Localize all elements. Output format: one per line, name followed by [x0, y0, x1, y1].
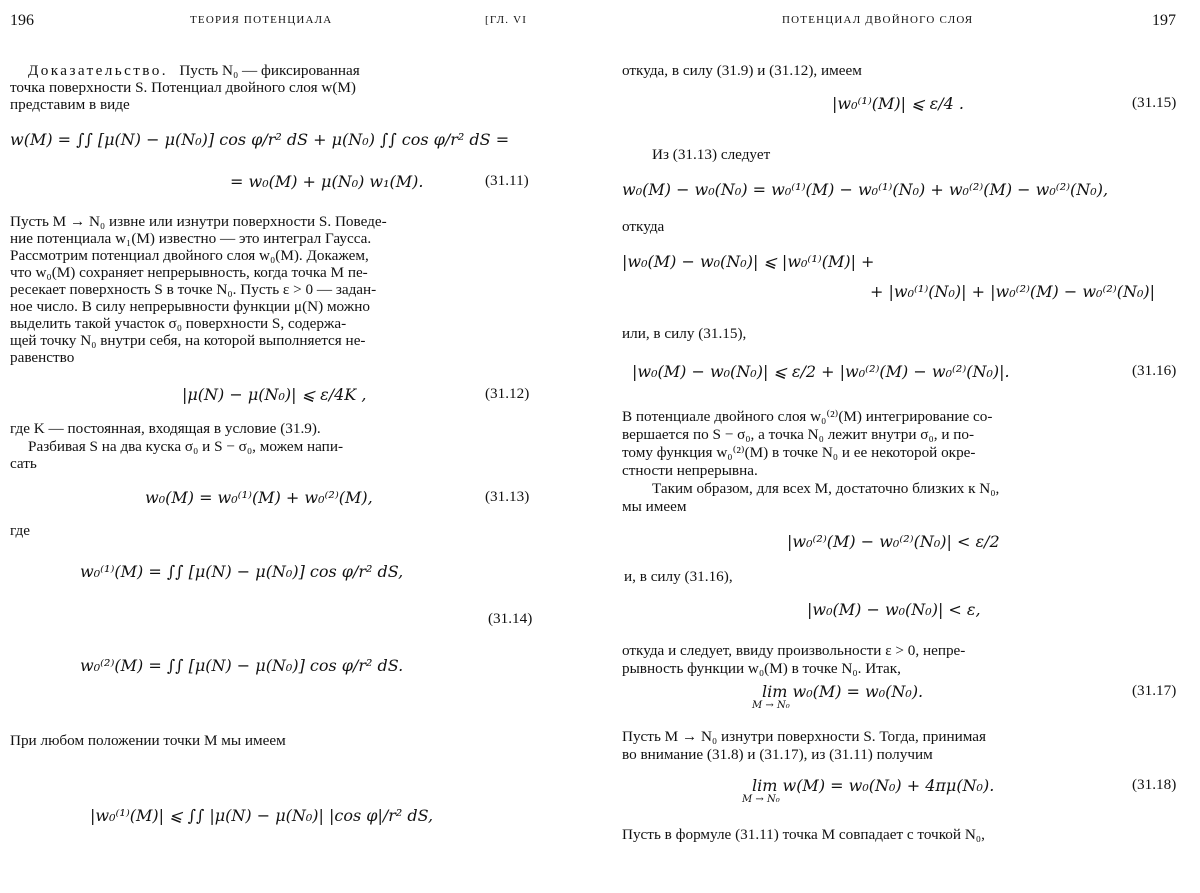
equation-label: (31.15) [1132, 94, 1177, 111]
text-line: Разбивая S на два куска σ₀ и S − σ₀, можем напи- [28, 438, 343, 455]
text-line: Пусть в формуле (31.11) точка M совпадает с точкой N₀, [622, 826, 985, 843]
text-line: мы имеем [622, 498, 687, 515]
equation-31-12: |μ(N) − μ(N₀)| ⩽ ε/4K , [182, 385, 367, 404]
text-line: или, в силу (31.15), [622, 325, 747, 342]
text-line: Пусть M → N₀ извне или изнутри поверхности S. Поведе- [10, 213, 387, 230]
left-page [0, 0, 560, 893]
equation-31-14-line2: w₀⁽²⁾(M) = ∫∫ [μ(N) − μ(N₀)] cos φ/r² dS. [80, 656, 404, 675]
equation-31-15: |w₀⁽¹⁾(M)| ⩽ ε/4 . [832, 94, 964, 113]
right-page-header [612, 14, 1200, 32]
book-gutter [560, 0, 612, 893]
text-line: рывность функции w₀(M) в точке N₀. Итак, [622, 660, 901, 677]
text-line: В потенциале двойного слоя w₀⁽²⁾(M) интегрирование со- [622, 408, 993, 425]
equation-label: (31.18) [1132, 776, 1177, 793]
text-line: ресекает поверхность S в точке N₀. Пусть ε > 0 — задан- [10, 281, 377, 298]
text-line: и, в силу (31.16), [624, 568, 733, 585]
running-head: ПОТЕНЦИАЛ ДВОЙНОГО СЛОЯ [782, 14, 974, 26]
equation-label: (31.11) [485, 172, 529, 189]
equation-31-11-line1: w(M) = ∫∫ [μ(N) − μ(N₀)] cos φ/r² dS + μ(N₀) ∫∫ cos φ/r² dS = [10, 130, 510, 149]
left-page-header [0, 14, 560, 32]
text-line: Рассмотрим потенциал двойного слоя w₀(M). Докажем, [10, 247, 369, 264]
text-line: откуда [622, 218, 665, 235]
proof-line [28, 62, 360, 79]
running-head: ТЕОРИЯ ПОТЕНЦИАЛА [190, 14, 333, 26]
text-line: выделить такой участок σ₀ поверхности S, содержа- [10, 315, 347, 332]
text-line: щей точку N₀ внутри себя, на которой выполняется не- [10, 332, 366, 349]
text-line: ное число. В силу непрерывности функции μ(N) можно [10, 298, 370, 315]
equation-31-13: w₀(M) = w₀⁽¹⁾(M) + w₀⁽²⁾(M), [145, 488, 373, 507]
text-line: Пусть M → N₀ изнутри поверхности S. Тогда, принимая [622, 728, 986, 745]
proof-heading: Доказательство. [28, 62, 168, 79]
equation-epsilon: |w₀(M) − w₀(N₀)| < ε, [807, 600, 981, 619]
right-page [612, 0, 1200, 893]
equation-31-18: lim w(M) = w₀(N₀) + 4πμ(N₀). [752, 776, 995, 795]
equation-inequality-line1: |w₀(M) − w₀(N₀)| ⩽ |w₀⁽¹⁾(M)| + [622, 252, 875, 271]
text-line: При любом положении точки M мы имеем [10, 732, 286, 749]
text-line: равенство [10, 349, 75, 366]
equation-31-14-line1: w₀⁽¹⁾(M) = ∫∫ [μ(N) − μ(N₀)] cos φ/r² dS, [80, 562, 404, 581]
text-line: во внимание (31.8) и (31.17), из (31.11) получим [622, 746, 933, 763]
text-line: ние потенциала w₁(M) известно — это интеграл Гаусса. [10, 230, 372, 247]
equation-31-16: |w₀(M) − w₀(N₀)| ⩽ ε/2 + |w₀⁽²⁾(M) − w₀⁽²⁾(N₀)|. [632, 362, 1010, 381]
text-line: точка поверхности S. Потенциал двойного слоя w(M) [10, 79, 356, 96]
text-line: Из (31.13) следует [652, 146, 771, 163]
text-line: откуда, в силу (31.9) и (31.12), имеем [622, 62, 862, 79]
equation-small-part: |w₀⁽²⁾(M) − w₀⁽²⁾(N₀)| < ε/2 [787, 532, 1000, 551]
text-line: Таким образом, для всех M, достаточно близких к N₀, [652, 480, 1000, 497]
equation-label: (31.12) [485, 385, 530, 402]
equation-inequality-line2: + |w₀⁽¹⁾(N₀)| + |w₀⁽²⁾(M) − w₀⁽²⁾(N₀)| [870, 282, 1156, 301]
text-line: сать [10, 455, 37, 472]
limit-subscript: M → N₀ [752, 700, 790, 711]
equation-bound: |w₀⁽¹⁾(M)| ⩽ ∫∫ |μ(N) − μ(N₀)| |cos φ|/r² dS, [90, 806, 434, 825]
equation-difference: w₀(M) − w₀(N₀) = w₀⁽¹⁾(M) − w₀⁽¹⁾(N₀) + w₀⁽²⁾(M) − w₀⁽²⁾(N₀), [622, 180, 1109, 199]
equation-label: (31.17) [1132, 682, 1177, 699]
text-line: Пусть N₀ — фиксированная [179, 62, 360, 79]
text-line: где [10, 522, 30, 539]
equation-label: (31.13) [485, 488, 530, 505]
equation-label: (31.16) [1132, 362, 1177, 379]
text-line: где K — постоянная, входящая в условие (31.9). [10, 420, 321, 437]
chapter-ref: [ГЛ. VI [485, 14, 528, 26]
limit-subscript: M → N₀ [742, 794, 780, 805]
text-line: вершается по S − σ₀, а точка N₀ лежит внутри σ₀, и по- [622, 426, 975, 443]
equation-31-17: lim w₀(M) = w₀(N₀). [762, 682, 924, 701]
text-line: что w₀(M) сохраняет непрерывность, когда точка M пе- [10, 264, 368, 281]
page-number: 196 [10, 12, 34, 29]
text-line: откуда и следует, ввиду произвольности ε > 0, непре- [622, 642, 966, 659]
text-line: стности непрерывна. [622, 462, 758, 479]
equation-31-11-line2: = w₀(M) + μ(N₀) w₁(M). [230, 172, 424, 191]
text-line: тому функция w₀⁽²⁾(M) в точке N₀ и ее некоторой окре- [622, 444, 976, 461]
text-line: представим в виде [10, 96, 130, 113]
equation-label: (31.14) [488, 610, 533, 627]
page-number: 197 [1152, 12, 1176, 29]
